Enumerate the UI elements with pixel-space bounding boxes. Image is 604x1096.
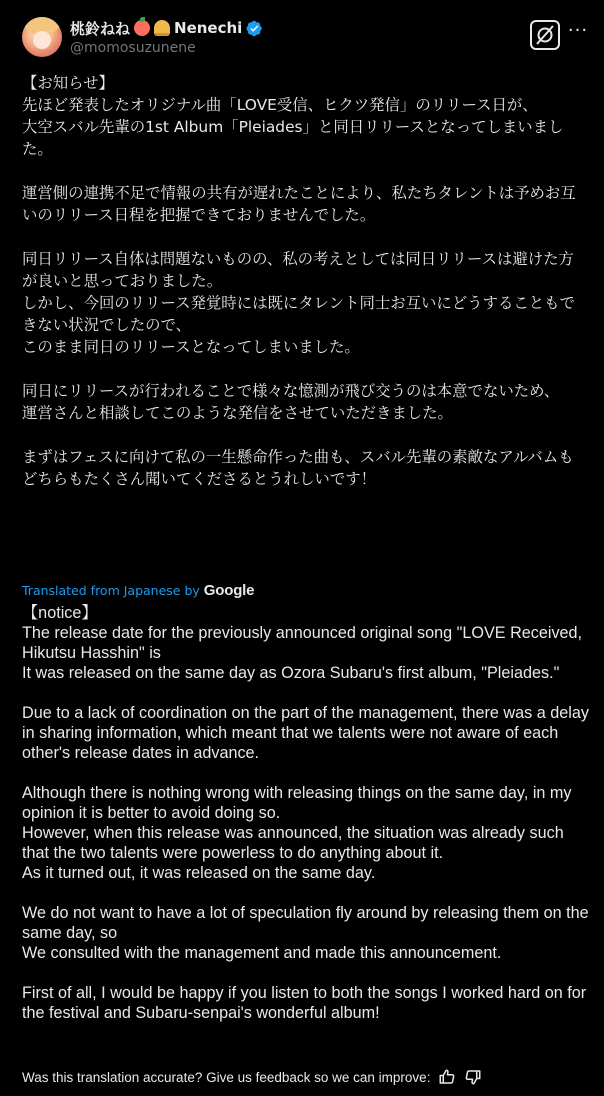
more-button[interactable]	[566, 22, 590, 46]
author-display-name[interactable]: 桃鈴ねね	[70, 19, 131, 38]
author-display-name-suffix[interactable]: Nenechi	[174, 19, 243, 37]
author-name-row[interactable]	[70, 17, 263, 39]
feedback-prompt: Was this translation accurate? Give us feedback so we can improve:	[22, 1069, 431, 1085]
author-handle[interactable]: @momosuzunene	[70, 40, 196, 56]
thumbs-down-icon[interactable]	[464, 1068, 482, 1086]
google-logo: Google	[203, 581, 255, 599]
grok-button[interactable]	[530, 20, 560, 50]
more-icon: ···	[567, 20, 589, 41]
translation-attribution[interactable]	[22, 580, 254, 600]
bread-emoji-icon	[154, 20, 170, 36]
post-text-translated: 【notice】 The release date for the previously announced original song "LOVE Received, Hikutsu Hasshin" is It was released on the same day as Ozora Subaru's first album, "Pleiades." Due to a lack of coordination on the part of the management, there was a delay in sharing information, which meant that we talents were not aware of each other's release dates in advance. Although there is nothing wrong with releasing things on the same day, in my opinion it is better to avoid doing so. However, when this release was announced, the situation was already such that the two talents were powerless to do anything about it. As it turned out, it was released on the same day. We do not want to have a lot of speculation fly around by releasing them on the same day, so We consulted with the management and made this announcement. First of all, I would be happy if you listen to both the songs I worked hard on for the festival and Subaru-senpai's wonderful album!	[22, 604, 589, 1022]
grok-icon	[532, 22, 558, 48]
peach-emoji-icon	[134, 20, 150, 36]
translation-label: Translated from Japanese by	[22, 582, 200, 598]
translation-feedback	[22, 1066, 482, 1088]
post-header	[0, 0, 604, 70]
avatar[interactable]	[22, 17, 62, 57]
verified-badge-icon[interactable]	[246, 20, 263, 37]
post-text-original: 【お知らせ】 先ほど発表したオリジナル曲「LOVE受信、ヒクツ発信」のリリース日が、 大空スバル先輩の1st Album「Pleiades」と同日リリースとなってしまいました。 運営側の連携不足で情報の共有が遅れたことにより、私たちタレントは予めお互いのリリース日程を把握できておりませんでした。 同日リリース自体は問題ないものの、私の考えとしては同日リリースは避けた方が良いと思っておりました。 しかし、今回のリリース発覚時には既にタレント同士お互いにどうすることもできない状況でしたので、 このまま同日のリリースとなってしまいました。 同日にリリースが行われることで様々な憶測が飛び交うのは本意でないため、 運営さんと相談してこのような発信をさせていただきました。 まずはフェスに向けて私の一生懸命作った曲も、スバル先輩の素敵なアルバムもどちらもたくさん聞いてくださるとうれしいです！	[22, 74, 576, 488]
thumbs-up-icon[interactable]	[438, 1068, 456, 1086]
